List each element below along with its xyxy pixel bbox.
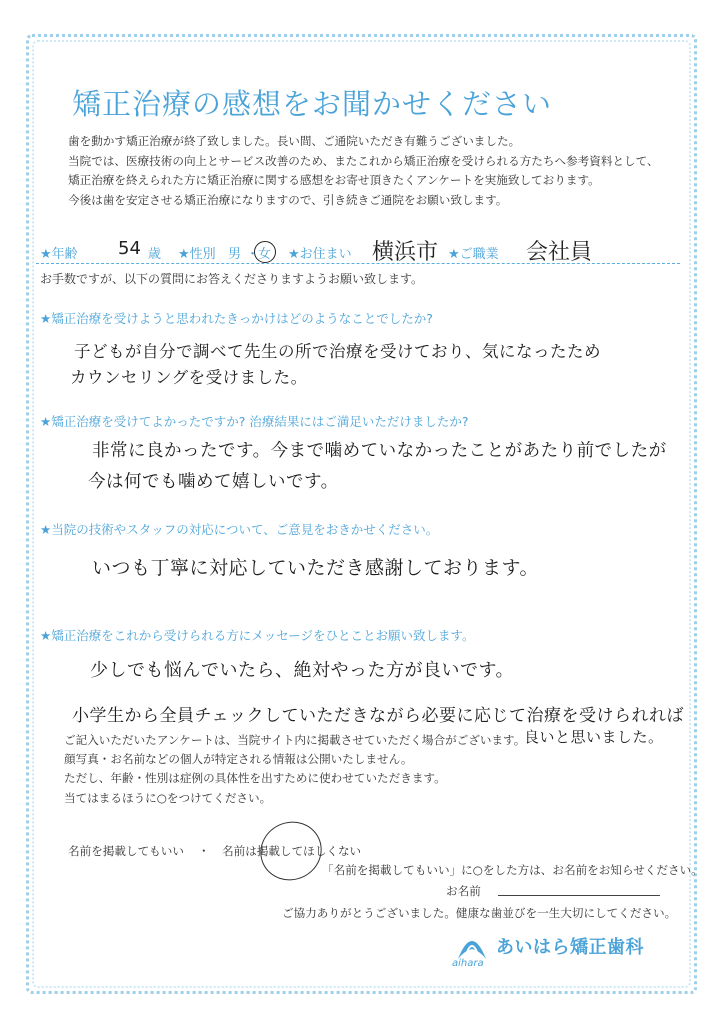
age-label: ★年齢 (40, 247, 78, 262)
answer-1-line-2[interactable]: カウンセリングを受けました。 (70, 368, 308, 387)
answer-2-line-1[interactable]: 非常に良かったです。今まで噛めていなかったことがあたり前でしたが (92, 441, 667, 461)
intro-line: 矯正治療を終えられた方に矯正治療に関する感想をお寄せ頂きたくアンケートを実施致しております。 (68, 173, 600, 187)
age-unit: 歳 (148, 247, 162, 262)
name-request: 「名前を掲載してもいい」に○をした方は、お名前をお知らせください。 (322, 863, 703, 877)
profile-row (36, 238, 680, 265)
job-label: ★ご職業 (448, 247, 499, 262)
answer-4-line-1[interactable]: 少しでも悩んでいたら、絶対やった方が良いです。 (90, 660, 515, 681)
answer-4-line-2[interactable]: 小学生から全員チェックしていただきながら必要に応じて治療を受けられれば (72, 706, 684, 726)
intro-line: 今後は歯を安定させる矯正治療になりますので、引き続きご通院をお願い致します。 (68, 192, 508, 207)
logo-sub: aihara (452, 958, 484, 969)
choice-separator: ・ (198, 844, 210, 858)
intro-line: 歯を動かす矯正治療が終了致しました。長い間、ご通院いただき有難うございました。 (68, 134, 521, 148)
question-1: ★矯正治療を受けようと思われたきっかけはどのようなことでしたか? (40, 311, 433, 326)
footer-line: ご記入いただいたアンケートは、当院サイト内に掲載させていただく場合がございます。 (64, 733, 526, 747)
answer-2-line-2[interactable]: 今は何でも噛めて嬉しいです。 (88, 472, 339, 492)
intro-line: 当院では、医療技術の向上とサービス改善のため、またこれから矯正治療を受けられる方たちへ参考資料として、 (68, 153, 659, 168)
address-value[interactable]: 横浜市 (372, 240, 439, 265)
choice-publish[interactable]: 名前を掲載してもいい (68, 844, 184, 858)
address-label: ★お住まい (288, 247, 352, 262)
clinic-name: あいはら矯正歯科 (496, 937, 644, 958)
sex-male[interactable]: 男 (228, 247, 242, 262)
sex-label: ★性別 (178, 247, 216, 262)
question-3: ★当院の技術やスタッフの対応について、ご意見をおきかせください。 (40, 522, 439, 537)
choice-no-publish[interactable]: 名前は掲載してほしくない (222, 844, 362, 858)
answer-4-line-3[interactable]: 良いと思いました。 (524, 728, 664, 746)
footer-line: ただし、年齢・性別は症例の具体性を出すために使わせていただきます。 (64, 771, 446, 786)
sex-circle-mark (254, 241, 276, 263)
question-4: ★矯正治療をこれから受けられる方にメッセージをひとことお願い致します。 (40, 628, 475, 643)
sex-dot: ・ (246, 247, 260, 262)
intro-text (68, 132, 698, 210)
job-value[interactable]: 会社員 (526, 240, 593, 265)
footer-line: 当てはまるほうに○をつけてください。 (64, 790, 272, 805)
age-value[interactable]: 54 (118, 238, 141, 259)
answer-3-line-1[interactable]: いつも丁寧に対応していただき感謝しております。 (92, 557, 539, 579)
instruction-note: お手数ですが、以下の質問にお答えくださりますようお願い致します。 (40, 272, 424, 286)
name-label: お名前 (446, 884, 481, 898)
question-2: ★矯正治療を受けてよかったですか? 治療結果にはご満足いただけましたか? (40, 414, 469, 429)
footer-line: 顔写真・お名前などの個人が特定される情報は公開いたしません。 (64, 752, 413, 767)
answer-1-line-1[interactable]: 子どもが自分で調べて先生の所で治療を受けており、気になったため (74, 342, 601, 361)
footer-notes (64, 731, 664, 808)
name-field[interactable] (498, 895, 660, 896)
page-title: 矯正治療の感想をお聞かせください (72, 87, 553, 121)
sex-female[interactable]: 女 (258, 247, 272, 262)
thanks-text: ご協力ありがとうございました。健康な歯並びを一生大切にしてください。 (282, 906, 677, 920)
